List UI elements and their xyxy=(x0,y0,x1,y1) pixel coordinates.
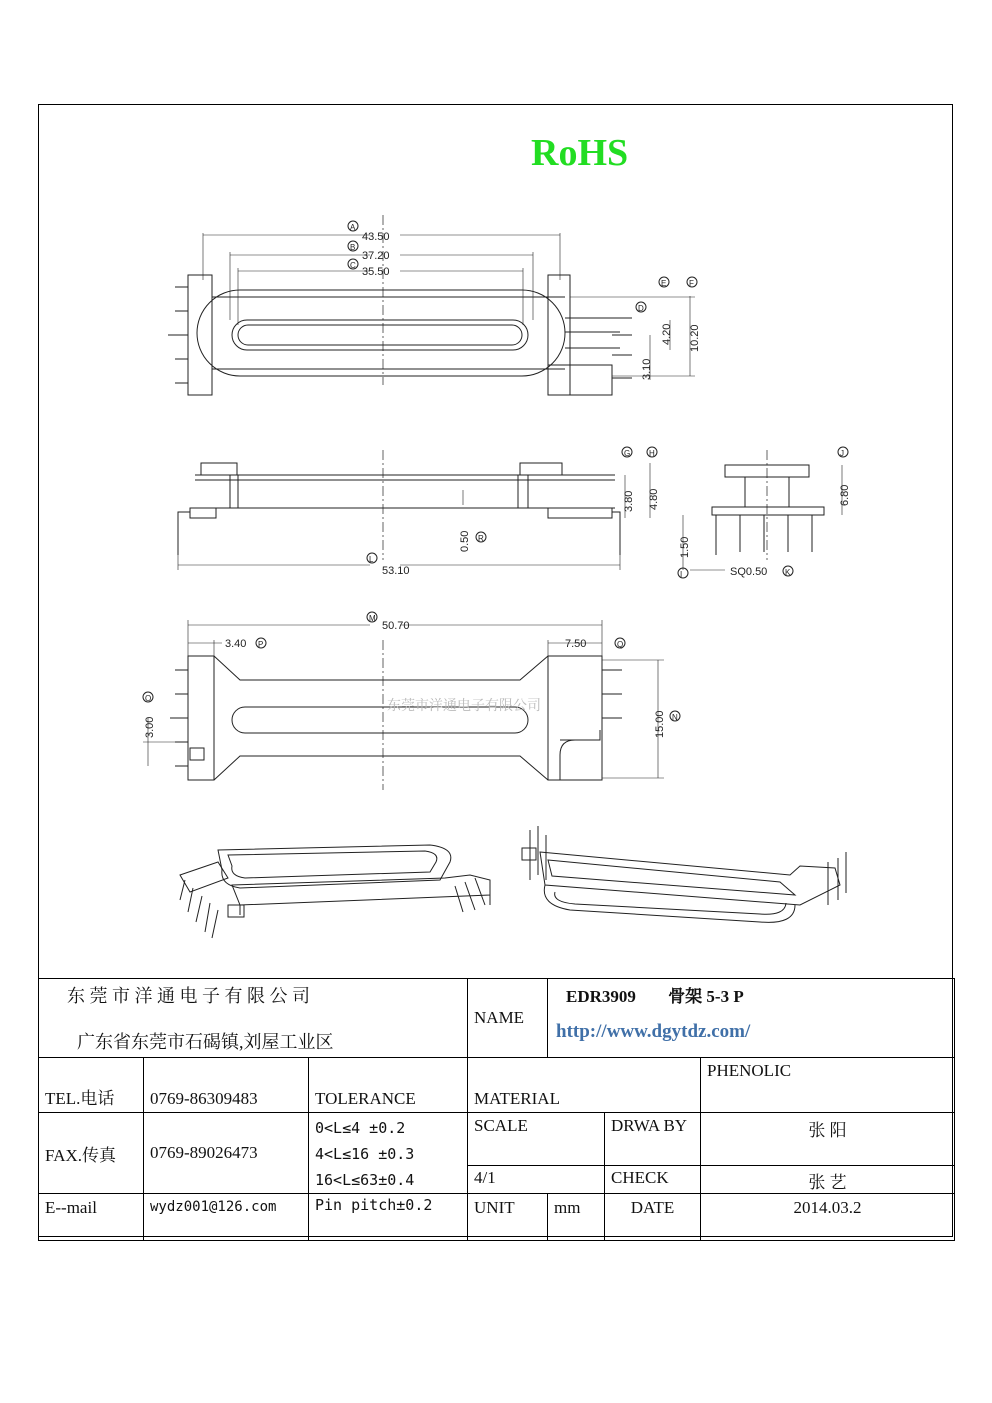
marker-a: A xyxy=(350,223,356,232)
drawn-by-value: 张 阳 xyxy=(701,1113,955,1166)
company-name: 东 莞 市 洋 通 电 子 有 限 公 司 xyxy=(67,986,310,1006)
fax-value: 0769-89026473 xyxy=(144,1113,309,1194)
email-value[interactable]: wydz001@126.com xyxy=(144,1194,309,1241)
dim-p-value: 3.40 xyxy=(225,638,247,650)
marker-c: C xyxy=(350,261,356,270)
marker-n: N xyxy=(672,713,678,722)
marker-m: M xyxy=(369,614,376,623)
dim-r-value: 0.50 xyxy=(459,530,471,552)
company-address: 广东省东莞市石碣镇,刘屋工业区 xyxy=(77,1032,334,1052)
marker-r: R xyxy=(478,534,484,543)
tolerance-row-4: Pin pitch±0.2 xyxy=(309,1194,468,1241)
email-label: E--mail xyxy=(39,1194,144,1241)
dim-c-value: 35.50 xyxy=(362,266,390,278)
dim-d-value: 4.20 xyxy=(661,323,673,345)
dim-f-value: 10.20 xyxy=(689,324,701,352)
marker-p: P xyxy=(258,640,264,649)
tel-label: TEL.电话 xyxy=(39,1058,144,1113)
marker-q: Q xyxy=(617,640,624,649)
unit-value: mm xyxy=(548,1194,605,1241)
dim-l-value: 53.10 xyxy=(382,565,410,577)
side-view xyxy=(178,450,650,570)
marker-k: K xyxy=(785,568,791,577)
dim-m-value: 50.70 xyxy=(382,620,410,632)
top-view xyxy=(168,215,695,395)
watermark: 东莞市洋通电子有限公司 xyxy=(387,698,541,714)
marker-j: J xyxy=(840,449,844,458)
fax-label: FAX.传真 xyxy=(39,1113,144,1194)
dim-k-value: SQ0.50 xyxy=(730,566,768,578)
isometric-view-right xyxy=(522,826,846,922)
dim-h-value: 4.80 xyxy=(648,488,660,510)
material-label: MATERIAL xyxy=(468,1058,701,1113)
unit-label: UNIT xyxy=(468,1194,548,1241)
part-number: EDR3909 xyxy=(566,987,636,1006)
tolerance-row-2: 4<L≤16 ±0.3 xyxy=(315,1145,415,1163)
drwa-label: DRWA BY xyxy=(605,1113,701,1166)
dim-n-value: 15.00 xyxy=(654,710,666,738)
marker-d: D xyxy=(638,304,644,313)
marker-g: G xyxy=(624,449,631,458)
dim-q-value: 7.50 xyxy=(565,638,587,650)
company-cell xyxy=(39,979,468,1058)
marker-i: I xyxy=(680,570,683,579)
date-value: 2014.03.2 xyxy=(701,1194,955,1241)
marker-l: L xyxy=(369,555,374,564)
dim-g-value: 3.80 xyxy=(623,490,635,512)
rohs-label: RoHS xyxy=(531,132,629,174)
marker-f: F xyxy=(689,279,694,288)
date-label: DATE xyxy=(605,1194,701,1241)
dim-e-value: 3.10 xyxy=(641,358,653,380)
scale-label: SCALE xyxy=(468,1113,605,1166)
tolerance-values xyxy=(309,1113,468,1194)
dim-i-value: 1.50 xyxy=(679,536,691,558)
dim-a-value: 43.50 xyxy=(362,231,390,243)
end-view xyxy=(683,450,842,570)
tolerance-row-3: 16<L≤63±0.4 xyxy=(315,1171,415,1189)
marker-o: O xyxy=(145,694,152,703)
website-link[interactable]: http://www.dgytdz.com/ xyxy=(556,1021,751,1042)
tel-value: 0769-86309483 xyxy=(144,1058,309,1113)
scale-value: 4/1 xyxy=(468,1165,605,1193)
title-block xyxy=(38,978,955,1241)
material-value: PHENOLIC xyxy=(701,1058,955,1113)
tolerance-row-1: 0<L≤4 ±0.2 xyxy=(315,1119,406,1137)
name-label: NAME xyxy=(468,979,548,1058)
checked-by-value: 张 艺 xyxy=(701,1165,955,1193)
marker-h: H xyxy=(649,449,655,458)
part-description: 骨架 5-3 P xyxy=(668,987,744,1006)
check-label: CHECK xyxy=(605,1165,701,1193)
dim-b-value: 37.20 xyxy=(362,250,390,262)
isometric-view-left xyxy=(180,845,490,938)
marker-e: E xyxy=(661,279,667,288)
dim-j-value: 6.80 xyxy=(839,484,851,506)
name-value-cell xyxy=(548,979,955,1058)
tolerance-label: TOLERANCE xyxy=(309,1058,468,1113)
marker-b: B xyxy=(350,243,356,252)
dim-o-value: 3.00 xyxy=(144,716,156,738)
